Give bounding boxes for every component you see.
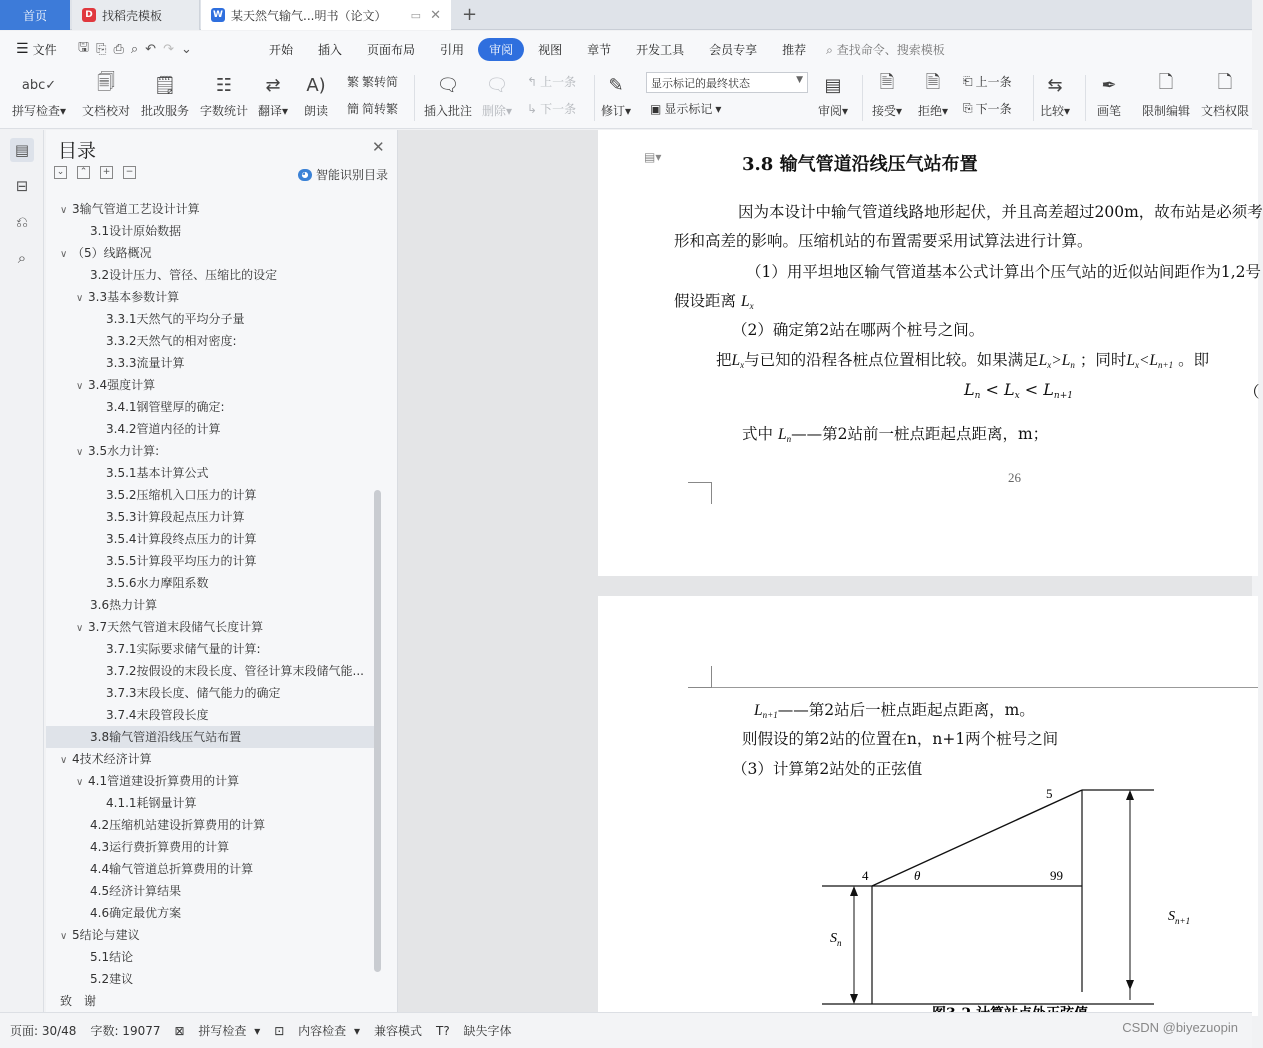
math-lx: $L_x$ xyxy=(731,352,745,370)
prev-comment-button[interactable] xyxy=(527,73,576,90)
fig-label-theta: θ xyxy=(914,868,921,883)
menu-tab[interactable]: 视图 xyxy=(538,42,563,57)
crop-mark xyxy=(688,666,712,688)
fig-label-5: 5 xyxy=(1046,786,1053,801)
next-comment-button[interactable] xyxy=(527,100,576,117)
delete-comment-button[interactable]: 🗨 删除▾ xyxy=(482,71,512,119)
compare-button[interactable]: ⇆ 比较▾ xyxy=(1040,71,1070,119)
toc-item-label: 3.7.2按假设的末段长度、管径计算末段储气能... xyxy=(106,664,364,678)
toc-item-label: 3.4.1钢管壁厚的确定: xyxy=(106,400,225,414)
paragraph-handle-icon[interactable]: ▤▾ xyxy=(644,150,662,164)
toc-item[interactable] xyxy=(46,594,376,616)
tab-home[interactable] xyxy=(0,0,70,30)
tab-home-label: 首页 xyxy=(22,8,47,23)
revise-label: 修订 xyxy=(601,104,626,118)
prev-revision-button[interactable] xyxy=(963,73,1012,90)
figure-station-sine xyxy=(808,780,1191,1016)
revise-button[interactable]: ✎ 修订▾ xyxy=(601,71,631,119)
toc-item[interactable] xyxy=(46,946,376,968)
p5-text-b: ——第2站前一桩点距起点距离，m； xyxy=(791,425,1049,443)
tab-document-label: 某天然气输气...明书（论文） xyxy=(231,8,387,23)
toc-item[interactable] xyxy=(46,286,376,308)
toc-item-label: 3.5.3计算段起点压力计算 xyxy=(106,510,245,524)
ribbon xyxy=(0,67,1252,129)
delete-label: 删除 xyxy=(482,104,507,118)
math-ln1: $L_{n+1}$ xyxy=(754,702,778,720)
toc-item[interactable] xyxy=(46,506,376,528)
chevron-down-icon[interactable]: ∨ xyxy=(76,777,84,788)
menu-tab[interactable]: 推荐 xyxy=(782,42,807,57)
toc-item-label: 4.6确定最优方案 xyxy=(90,906,182,920)
crop-mark xyxy=(688,482,712,504)
toc-item[interactable] xyxy=(46,484,376,506)
word-count-indicator[interactable]: 字数: 19077 xyxy=(90,1024,161,1038)
prev2-label: 上一条 xyxy=(975,75,1012,89)
toc-item[interactable] xyxy=(46,638,376,660)
batch-icon: 🗒 xyxy=(153,74,177,96)
math-ineq: $L_x>L_n$ xyxy=(1038,352,1075,370)
p4-text-c: ；同时 xyxy=(1079,351,1127,369)
prev-label: 上一条 xyxy=(540,75,577,89)
accept-button[interactable]: 🗎 接受▾ xyxy=(872,72,903,118)
toc-item-label: 5.1结论 xyxy=(90,950,134,964)
add-icon[interactable]: + xyxy=(100,166,113,179)
preview-icon[interactable]: ⌕ xyxy=(130,41,139,57)
read-aloud-label: 朗读 xyxy=(303,104,328,118)
simp-icon: 簡 xyxy=(347,102,360,116)
divider xyxy=(1085,75,1086,121)
paragraph-2b-text: 假设距离 xyxy=(674,292,737,310)
divider xyxy=(862,75,863,121)
fig-label-sn: $S_n$ xyxy=(830,931,842,948)
toc-item[interactable] xyxy=(46,616,376,638)
paragraph-3: （2）确定第2站在哪两个桩号之间。 xyxy=(732,321,985,339)
menu-tabs xyxy=(258,38,820,61)
chevron-down-icon[interactable]: ∨ xyxy=(60,755,68,766)
review-pane-button[interactable]: ▤ 审阅▾ xyxy=(818,71,848,119)
pen-label: 画笔 xyxy=(1096,104,1121,118)
search-icon[interactable]: ⌕ xyxy=(17,249,27,267)
toc-item[interactable] xyxy=(46,682,376,704)
status-bar xyxy=(0,1012,1252,1048)
toc-item-label: 3.5.1基本计算公式 xyxy=(106,466,209,480)
divider xyxy=(414,75,415,121)
outline-icon[interactable]: ⊟ xyxy=(15,177,29,195)
menu-tab[interactable]: 开始 xyxy=(269,42,294,57)
toc-item[interactable] xyxy=(46,528,376,550)
chevron-down-icon[interactable]: ∨ xyxy=(60,931,68,942)
menu-tab[interactable]: 开发工具 xyxy=(636,42,685,57)
p4-text-d: 。即 xyxy=(1178,351,1210,369)
toc-item[interactable] xyxy=(46,352,376,374)
chevron-down-icon[interactable]: ∨ xyxy=(76,293,84,304)
next2-label: 下一条 xyxy=(975,102,1012,116)
toc-item[interactable] xyxy=(46,792,376,814)
paragraph-1b: 形和高差的影响。压缩机站的布置需要采用试算法进行计算。 xyxy=(674,232,1093,250)
doc-permission-label: 文档权限 xyxy=(1201,104,1250,118)
accept-icon: 🗎 xyxy=(879,72,895,93)
lock-icon: 🗋 xyxy=(1158,72,1174,93)
scrollbar[interactable] xyxy=(374,490,381,972)
paragraph-6 xyxy=(754,698,1035,720)
menu-tab[interactable]: 审阅 xyxy=(478,38,524,61)
toc-item-label: 3.7.1实际要求储气量的计算: xyxy=(106,642,261,656)
insert-comment-label: 插入批注 xyxy=(424,104,473,118)
toc-item-label: 5.2建议 xyxy=(90,972,134,986)
toc-item[interactable] xyxy=(46,990,376,1012)
toc-item-label: 3.5.4计算段终点压力的计算 xyxy=(106,532,257,546)
tab-templates[interactable] xyxy=(72,0,200,30)
translate-button[interactable]: ⇄ 翻译▾ xyxy=(258,71,288,119)
delete-comment-icon: 🗨 xyxy=(485,74,509,96)
remove-icon[interactable]: − xyxy=(123,166,136,179)
prev-icon: ↰ xyxy=(527,74,538,89)
page-indicator[interactable]: 页面: 30/48 xyxy=(10,1024,77,1038)
compare-label: 比较 xyxy=(1040,104,1065,118)
translate-icon: ⇄ xyxy=(265,74,281,96)
toc-item-label: 3.6热力计算 xyxy=(90,598,158,612)
toc-item-label: 3.5水力计算: xyxy=(88,444,160,458)
content-check-status[interactable]: ⊡ 内容检查 ▾ xyxy=(274,1024,360,1038)
compat-mode: 兼容模式 xyxy=(373,1024,422,1038)
toc-item[interactable] xyxy=(46,726,376,748)
paragraph-1a: 因为本设计中输气管道线路地形起伏，并且高差超过200m，故布站是必须考 xyxy=(738,203,1263,221)
markup-state-select[interactable] xyxy=(646,72,808,93)
reject-icon: 🗎 xyxy=(925,72,941,93)
show-markup-label: 显示标记 xyxy=(664,102,713,116)
toc-item-label: 4.1管道建设折算费用的计算 xyxy=(88,774,240,788)
insert-comment-button[interactable] xyxy=(424,71,472,119)
toc-item-label: 4.5经济计算结果 xyxy=(90,884,182,898)
next-revision-button[interactable] xyxy=(963,100,1012,117)
print-icon[interactable]: ⎙ xyxy=(113,41,124,57)
review-label: 审阅 xyxy=(818,104,843,118)
p6-text: ——第2站后一桩点距起点距离，m。 xyxy=(777,701,1035,719)
missing-font-status[interactable]: T? 缺失字体 xyxy=(435,1024,512,1038)
next-revision-icon: ⎘ xyxy=(963,101,973,115)
content-status-label: 内容检查 xyxy=(298,1024,347,1038)
paragraph-2a: （1）用平坦地区输气管道基本公式计算出个压气站的近似站间距作为1,2号 xyxy=(746,263,1262,281)
redo-icon[interactable]: ↷ xyxy=(163,41,174,57)
toc-item[interactable] xyxy=(46,462,376,484)
fig-arrowhead xyxy=(1126,790,1134,800)
undo-icon[interactable]: ↶ xyxy=(145,41,157,57)
pin-icon[interactable]: ▭ xyxy=(410,8,421,22)
math-ln: $L_n$ xyxy=(777,426,792,444)
equation: $L_n < L_x < L_{n+1}$ xyxy=(964,380,1073,401)
menu-tab[interactable]: 引用 xyxy=(440,42,465,57)
translate-label: 翻译 xyxy=(258,104,283,118)
quick-access-toolbar xyxy=(78,38,258,60)
compare-icon: ⇆ xyxy=(1047,74,1063,96)
divider xyxy=(594,75,595,121)
expand-icon[interactable]: ⌃ xyxy=(77,166,90,179)
menu-tab[interactable]: 会员专享 xyxy=(709,42,758,57)
smart-icon: ◕ xyxy=(298,169,312,181)
fig-arrowhead xyxy=(1126,980,1134,990)
toc-item[interactable] xyxy=(46,704,376,726)
toc-item[interactable] xyxy=(46,418,376,440)
p4-text-b: 与已知的沿程各桩点位置相比较。如果满足 xyxy=(744,351,1039,369)
proofread-icon: 🗐 xyxy=(97,72,115,93)
simp-to-trad-button[interactable] xyxy=(347,100,398,117)
spell-check-icon: abc✓ xyxy=(21,77,57,93)
left-rail xyxy=(0,130,44,1012)
spell-check-status[interactable]: ⊠ 拼写检查 ▾ xyxy=(174,1024,261,1038)
more-icon[interactable]: ⌄ xyxy=(180,41,192,57)
toc-item[interactable] xyxy=(46,748,376,770)
close-icon[interactable]: ✕ xyxy=(430,7,441,23)
p5-text-a: 式中 xyxy=(742,425,774,443)
spell-status-label: 拼写检查 xyxy=(198,1024,247,1038)
toc-toolbar xyxy=(54,166,136,179)
tab-strip xyxy=(0,0,1252,30)
toc-item[interactable] xyxy=(46,968,376,990)
page-number: 26 xyxy=(1008,470,1021,485)
paragraph-7: 则假设的第2站的位置在n，n+1两个桩号之间 xyxy=(742,730,1059,748)
pen-icon: ✒ xyxy=(1101,74,1117,96)
equation-number: （ xyxy=(1244,383,1260,401)
doc-proofread-label: 文档校对 xyxy=(82,104,131,118)
section-heading: 3.8 输气管道沿线压气站布置 xyxy=(742,154,978,175)
paragraph-4 xyxy=(716,348,1209,370)
accept-label: 接受 xyxy=(872,104,897,118)
document-page xyxy=(598,596,1258,1016)
menu-bar xyxy=(0,31,1252,67)
toc-item[interactable] xyxy=(46,858,376,880)
spell-check-label: 拼写检查 xyxy=(12,104,61,118)
document-page xyxy=(598,130,1263,576)
toc-list xyxy=(46,198,376,1008)
toc-title: 目录 xyxy=(58,140,97,162)
chevron-down-icon: ▼ xyxy=(796,75,803,85)
toc-item[interactable] xyxy=(46,880,376,902)
reject-button[interactable]: 🗎 拒绝▾ xyxy=(918,72,949,118)
toc-item[interactable] xyxy=(46,308,376,330)
export-icon[interactable]: ⎘ xyxy=(96,41,107,57)
paragraph-8: （3）计算第2站处的正弦值 xyxy=(732,760,923,778)
toc-item[interactable] xyxy=(46,440,376,462)
review-pane-icon: ▤ xyxy=(824,74,842,96)
toc-item[interactable] xyxy=(46,242,376,264)
doc-permission-button[interactable] xyxy=(1201,71,1249,119)
toc-item[interactable] xyxy=(46,330,376,352)
toc-item[interactable] xyxy=(46,264,376,286)
toc-item-label: 3.3基本参数计算 xyxy=(88,290,180,304)
prev-revision-icon: ⎗ xyxy=(963,74,973,88)
toc-panel xyxy=(46,130,398,1012)
toc-item-label: 3.7.4末段管段长度 xyxy=(106,708,209,722)
close-icon[interactable]: ✕ xyxy=(372,138,385,156)
toc-item[interactable] xyxy=(46,572,376,594)
chevron-down-icon[interactable]: ∨ xyxy=(76,381,84,392)
simp-convert-label: 简转繁 xyxy=(362,102,399,116)
word-count-label: 字数统计 xyxy=(200,104,249,118)
markup-state-label: 显示标记的最终状态 xyxy=(651,77,750,90)
toc-item-label: 3.3.1天然气的平均分子量 xyxy=(106,312,245,326)
show-markup-button[interactable]: ▣ 显示标记 ▾ xyxy=(650,101,722,116)
math-lx: $L_x$ xyxy=(740,293,754,311)
toc-item-label: 5结论与建议 xyxy=(72,928,140,942)
chevron-down-icon[interactable]: ∨ xyxy=(76,623,84,634)
paragraph-2b xyxy=(674,289,754,311)
tab-document[interactable] xyxy=(201,0,451,30)
toc-item-label: 3.7.3末段长度、储气能力的确定 xyxy=(106,686,281,700)
comment-icon: 🗨 xyxy=(436,74,460,96)
menu-tab[interactable]: 章节 xyxy=(587,42,612,57)
read-aloud-icon: A) xyxy=(306,74,326,96)
toc-item[interactable] xyxy=(46,396,376,418)
missing-font-label: 缺失字体 xyxy=(463,1024,512,1038)
bookmark-icon[interactable]: ⎌ xyxy=(15,213,28,231)
toc-item-label: 4技术经济计算 xyxy=(72,752,152,766)
fig-label-99: 99 xyxy=(1050,868,1063,883)
wps-writer-icon: W xyxy=(211,8,225,22)
margin-line xyxy=(712,687,1258,688)
restrict-edit-label: 限制编辑 xyxy=(1142,104,1191,118)
toc-item-label: 3输气管道工艺设计计算 xyxy=(72,202,200,216)
menu-tab[interactable]: 页面布局 xyxy=(367,42,416,57)
toc-item-label: 4.3运行费折算费用的计算 xyxy=(90,840,230,854)
toc-item[interactable] xyxy=(46,902,376,924)
smart-toc-button[interactable] xyxy=(298,166,388,183)
toc-item-label: 3.5.2压缩机入口压力的计算 xyxy=(106,488,257,502)
toc-item-label: 4.1.1耗钢量计算 xyxy=(106,796,197,810)
spell-check-button[interactable]: abc✓ 拼写检查▾ xyxy=(12,71,66,119)
revise-icon: ✎ xyxy=(608,74,624,96)
pen-button[interactable] xyxy=(1096,71,1122,119)
toc-item-label: 3.3.2天然气的相对密度: xyxy=(106,334,237,348)
collapse-icon[interactable]: ⌄ xyxy=(54,166,67,179)
new-tab-icon[interactable]: + xyxy=(462,4,478,25)
paragraph-5 xyxy=(742,422,1048,444)
toc-item-label: 4.2压缩机站建设折算费用的计算 xyxy=(90,818,266,832)
watermark: CSDN @biyezuopin xyxy=(1122,1020,1238,1035)
toc-item[interactable] xyxy=(46,924,376,946)
toc-item-label: 3.8输气管道沿线压气站布置 xyxy=(90,730,242,744)
chevron-down-icon[interactable]: ∨ xyxy=(60,205,68,216)
toc-item[interactable] xyxy=(46,550,376,572)
save-icon[interactable]: 🖫 xyxy=(78,40,90,55)
fig-label-sn1: $S_{n+1}$ xyxy=(1168,909,1191,926)
toc-panel-icon[interactable]: ▤ xyxy=(10,138,34,162)
chevron-down-icon[interactable]: ∨ xyxy=(60,249,68,260)
fig-arrowhead xyxy=(850,994,858,1004)
fig-label-4: 4 xyxy=(862,868,869,883)
toc-item[interactable] xyxy=(46,836,376,858)
math-ineq2: $L_x<L_{n+1}$ xyxy=(1126,352,1174,370)
chevron-down-icon[interactable]: ∨ xyxy=(76,447,84,458)
command-search[interactable]: ⌕ 查找命令、搜索模板 xyxy=(826,42,945,57)
fig-arrowhead xyxy=(850,886,858,896)
document-area xyxy=(398,130,1263,1012)
toc-item-label: 3.4.2管道内径的计算 xyxy=(106,422,221,436)
toc-item-label: 4.4输气管道总折算费用的计算 xyxy=(90,862,254,876)
smart-toc-label: 智能识别目录 xyxy=(316,168,389,182)
toc-item[interactable] xyxy=(46,374,376,396)
reject-label: 拒绝 xyxy=(918,104,943,118)
toc-item[interactable] xyxy=(46,198,376,220)
toc-item-label: 致 谢 xyxy=(60,994,97,1008)
doc-proofread-button[interactable] xyxy=(82,71,130,119)
file-menu[interactable] xyxy=(0,41,68,58)
next-icon: ↳ xyxy=(527,101,538,116)
menu-tab[interactable]: 插入 xyxy=(318,42,343,57)
toc-item-label: 3.7天然气管道末段储气长度计算 xyxy=(88,620,264,634)
toc-item[interactable] xyxy=(46,814,376,836)
toc-item-label: 3.4强度计算 xyxy=(88,378,156,392)
toc-item-label: 3.5.5计算段平均压力的计算 xyxy=(106,554,257,568)
toc-item[interactable] xyxy=(46,220,376,242)
command-search-label: 查找命令、搜索模板 xyxy=(836,42,945,57)
toc-item-label: （5）线路概况 xyxy=(72,246,152,260)
toc-item-label: 3.5.6水力摩阻系数 xyxy=(106,576,209,590)
tab-templates-label: 找稻壳模板 xyxy=(102,8,163,23)
hamburger-icon: ☰ xyxy=(16,41,29,57)
trad-convert-label: 繁转简 xyxy=(362,75,399,89)
read-aloud-button[interactable] xyxy=(303,71,329,119)
docer-icon: D xyxy=(82,8,96,22)
toc-item[interactable] xyxy=(46,770,376,792)
toc-item-label: 3.1设计原始数据 xyxy=(90,224,182,238)
toc-item-label: 3.2设计压力、管径、压缩比的设定 xyxy=(90,268,278,282)
restrict-edit-button[interactable] xyxy=(1142,71,1190,119)
batch-service-label: 批改服务 xyxy=(141,104,190,118)
file-menu-label: 文件 xyxy=(32,42,57,57)
word-count-button[interactable] xyxy=(200,71,248,119)
show-markup-icon: ▣ xyxy=(650,101,662,116)
toc-item-label: 3.3.3流量计算 xyxy=(106,356,185,370)
p4-text-a: 把 xyxy=(716,351,732,369)
permission-icon: 🗋 xyxy=(1217,72,1233,93)
word-count-icon: ☷ xyxy=(215,74,233,96)
toc-item[interactable] xyxy=(46,660,376,682)
trad-to-simp-button[interactable] xyxy=(347,73,398,90)
trad-icon: 繁 xyxy=(347,75,360,89)
next-label: 下一条 xyxy=(540,102,577,116)
batch-service-button[interactable] xyxy=(141,71,189,119)
divider xyxy=(1033,75,1034,121)
